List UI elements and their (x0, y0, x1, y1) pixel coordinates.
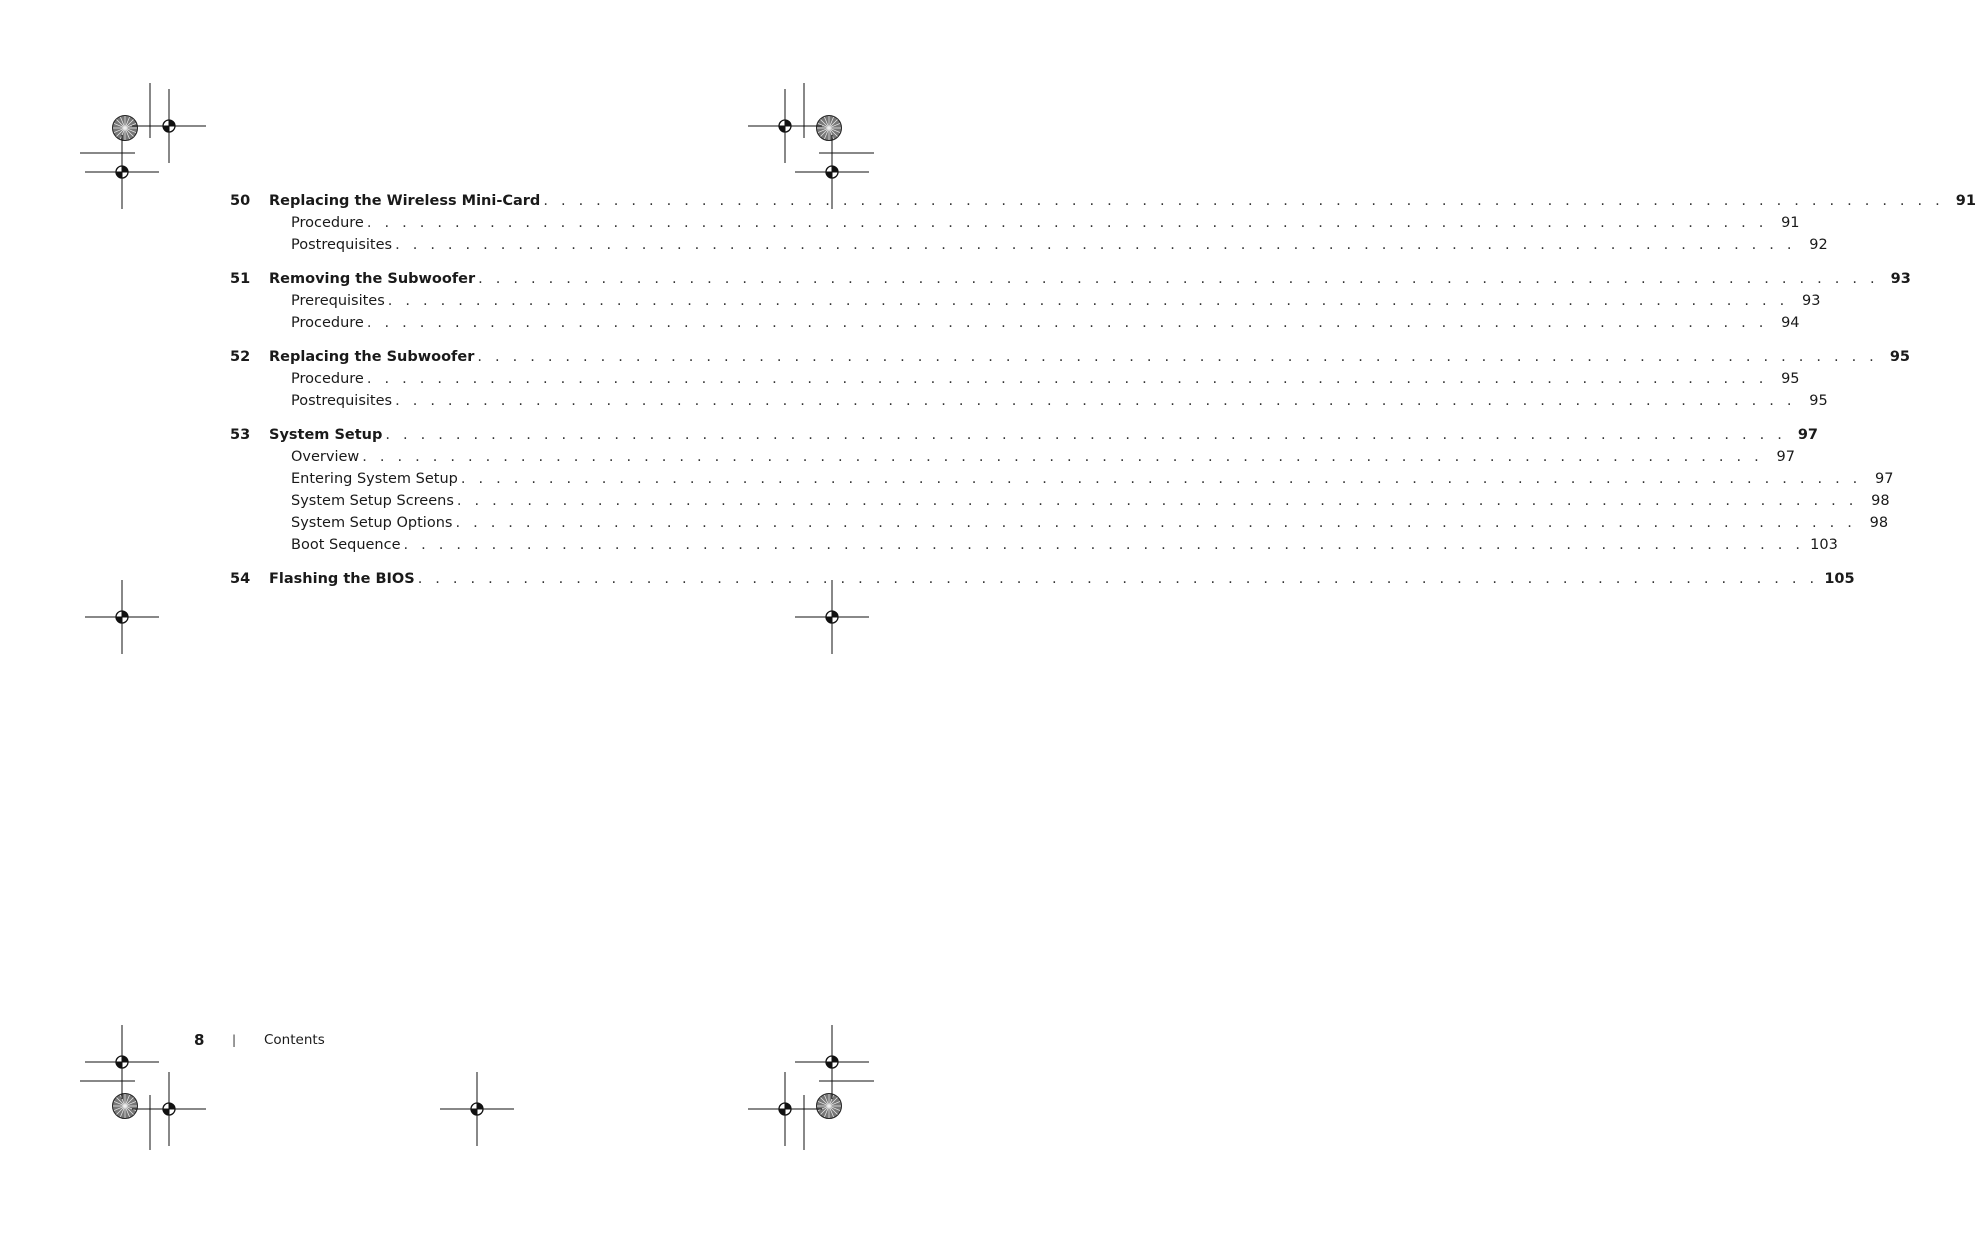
section-page-number: 92 (1809, 237, 1828, 253)
section-page-number: 97 (1875, 471, 1894, 487)
dot-leader: . . . . . . . . . . . . . . . . . . . . . . . . . . . . . . . . . . . . . . . . . . . . . . . . . . . . . . . . . . . . . . . . . . . . . . . . . . . . . . . . (366, 371, 1768, 387)
toc-chapter-entry[interactable] (230, 268, 1911, 290)
crop-mark-middle-left (85, 580, 159, 654)
toc-section-entry[interactable] (230, 234, 1828, 256)
footer-page-number: 8 (194, 1031, 205, 1049)
toc-section-entry[interactable] (230, 512, 1889, 534)
section-title: Entering System Setup (291, 471, 458, 487)
footer-section-label: Contents (264, 1032, 325, 1048)
toc-section-entry[interactable] (230, 290, 1821, 312)
toc-section-entry[interactable] (230, 368, 1800, 390)
dot-leader: . . . . . . . . . . . . . . . . . . . . . . . . . . . . . . . . . . . . . . . . . . . . . . . . . . . . . . . . . . . . . . . . . . . . . . . . . . . . . . . . (456, 493, 1858, 509)
dot-leader: . . . . . . . . . . . . . . . . . . . . . . . . . . . . . . . . . . . . . . . . . . . . . . . . . . . . . . . . . . . . . . . . . . . . . . . . . . . . . . . . (403, 537, 1805, 553)
chapter-page-number: 105 (1824, 571, 1855, 587)
chapter-page-number: 97 (1797, 427, 1819, 443)
section-page-number: 91 (1781, 215, 1800, 231)
printer-crop-marks (0, 0, 954, 1235)
dot-leader: . . . . . . . . . . . . . . . . . . . . . . . . . . . . . . . . . . . . . . . . . . . . . . . . . . . . . . . . . . . . . . . . . . . . . . . . . . . . . . . . (478, 271, 1879, 287)
chapter-number: 53 (230, 427, 251, 443)
section-page-number: 98 (1871, 493, 1890, 509)
section-title: System Setup Options (291, 515, 453, 531)
dot-leader: . . . . . . . . . . . . . . . . . . . . . . . . . . . . . . . . . . . . . . . . . . . . . . . . . . . . . . . . . . . . . . . . . . . . . . . . . . . . . . . . (417, 571, 1819, 587)
dot-leader: . . . . . . . . . . . . . . . . . . . . . . . . . . . . . . . . . . . . . . . . . . . . . . . . . . . . . . . . . . . . . . . . . . . . . . . . . . . . . . . . (477, 349, 1878, 365)
chapter-page-number: 95 (1889, 349, 1910, 365)
section-page-number: 97 (1776, 449, 1795, 465)
toc-section-entry[interactable] (230, 312, 1800, 334)
dot-leader: . . . . . . . . . . . . . . . . . . . . . . . . . . . . . . . . . . . . . . . . . . . . . . . . . . . . . . . . . . . . . . . . . . . . . . . . . . . . . . . . (385, 427, 1787, 443)
section-title: Procedure (291, 315, 364, 331)
toc-chapter-entry[interactable] (230, 190, 1976, 212)
crop-mark-middle-right (795, 580, 869, 654)
dot-leader: . . . . . . . . . . . . . . . . . . . . . . . . . . . . . . . . . . . . . . . . . . . . . . . . . . . . . . . . . . . . . . . . . . . . . . . . . . . . . . . . (362, 449, 1763, 465)
crop-mark-top-left (80, 83, 206, 209)
chapter-title: System Setup (269, 427, 383, 443)
chapter-title: Flashing the BIOS (269, 571, 415, 587)
toc-section-entry[interactable] (230, 446, 1795, 468)
chapter-title: Replacing the Wireless Mini-Card (269, 193, 541, 209)
table-of-contents (230, 190, 1976, 590)
chapter-title: Replacing the Subwoofer (269, 349, 475, 365)
toc-chapter-entry[interactable] (230, 424, 1819, 446)
toc-section-entry[interactable] (230, 212, 1800, 234)
toc-section-entry[interactable] (230, 534, 1838, 556)
section-title: Boot Sequence (291, 537, 401, 553)
section-page-number: 94 (1781, 315, 1800, 331)
chapter-page-number: 91 (1955, 193, 1976, 209)
section-title: Prerequisites (291, 293, 385, 309)
footer-separator: | (232, 1033, 237, 1047)
toc-chapter-entry[interactable] (230, 568, 1855, 590)
dot-leader: . . . . . . . . . . . . . . . . . . . . . . . . . . . . . . . . . . . . . . . . . . . . . . . . . . . . . . . . . . . . . . . . . . . . . . . . . . . . . . . . (395, 393, 1796, 409)
toc-chapter-entry[interactable] (230, 346, 1910, 368)
section-title: System Setup Screens (291, 493, 454, 509)
chapter-number: 51 (230, 271, 251, 287)
chapter-number: 50 (230, 193, 251, 209)
section-title: Procedure (291, 215, 364, 231)
dot-leader: . . . . . . . . . . . . . . . . . . . . . . . . . . . . . . . . . . . . . . . . . . . . . . . . . . . . . . . . . . . . . . . . . . . . . . . . . . . . . . . . (395, 237, 1796, 253)
crop-mark-bottom-center (440, 1072, 514, 1146)
crop-mark-bottom-left (80, 1025, 206, 1150)
section-page-number: 93 (1802, 293, 1821, 309)
toc-section-entry[interactable] (230, 468, 1894, 490)
section-title: Postrequisites (291, 237, 393, 253)
toc-section-entry[interactable] (230, 390, 1828, 412)
section-title: Postrequisites (291, 393, 393, 409)
section-page-number: 103 (1810, 537, 1838, 553)
chapter-number: 52 (230, 349, 251, 365)
dot-leader: . . . . . . . . . . . . . . . . . . . . . . . . . . . . . . . . . . . . . . . . . . . . . . . . . . . . . . . . . . . . . . . . . . . . . . . . . . . . . . . . (543, 193, 1944, 209)
section-title: Procedure (291, 371, 364, 387)
chapter-page-number: 93 (1890, 271, 1911, 287)
dot-leader: . . . . . . . . . . . . . . . . . . . . . . . . . . . . . . . . . . . . . . . . . . . . . . . . . . . . . . . . . . . . . . . . . . . . . . . . . . . . . . . . (460, 471, 1862, 487)
section-page-number: 95 (1809, 393, 1828, 409)
dot-leader: . . . . . . . . . . . . . . . . . . . . . . . . . . . . . . . . . . . . . . . . . . . . . . . . . . . . . . . . . . . . . . . . . . . . . . . . . . . . . . . . (387, 293, 1789, 309)
dot-leader: . . . . . . . . . . . . . . . . . . . . . . . . . . . . . . . . . . . . . . . . . . . . . . . . . . . . . . . . . . . . . . . . . . . . . . . . . . . . . . . . (366, 315, 1768, 331)
section-page-number: 95 (1781, 371, 1800, 387)
section-page-number: 98 (1869, 515, 1889, 531)
dot-leader: . . . . . . . . . . . . . . . . . . . . . . . . . . . . . . . . . . . . . . . . . . . . . . . . . . . . . . . . . . . . . . . . . . . . . . . . . . . . . . . . (366, 215, 1768, 231)
dot-leader: . . . . . . . . . . . . . . . . . . . . . . . . . . . . . . . . . . . . . . . . . . . . . . . . . . . . . . . . . . . . . . . . . . . . . . . . . . . . . . . . (455, 515, 1857, 531)
toc-section-entry[interactable] (230, 490, 1890, 512)
section-title: Overview (291, 449, 360, 465)
chapter-number: 54 (230, 571, 251, 587)
crop-mark-bottom-right (748, 1025, 874, 1150)
chapter-title: Removing the Subwoofer (269, 271, 476, 287)
